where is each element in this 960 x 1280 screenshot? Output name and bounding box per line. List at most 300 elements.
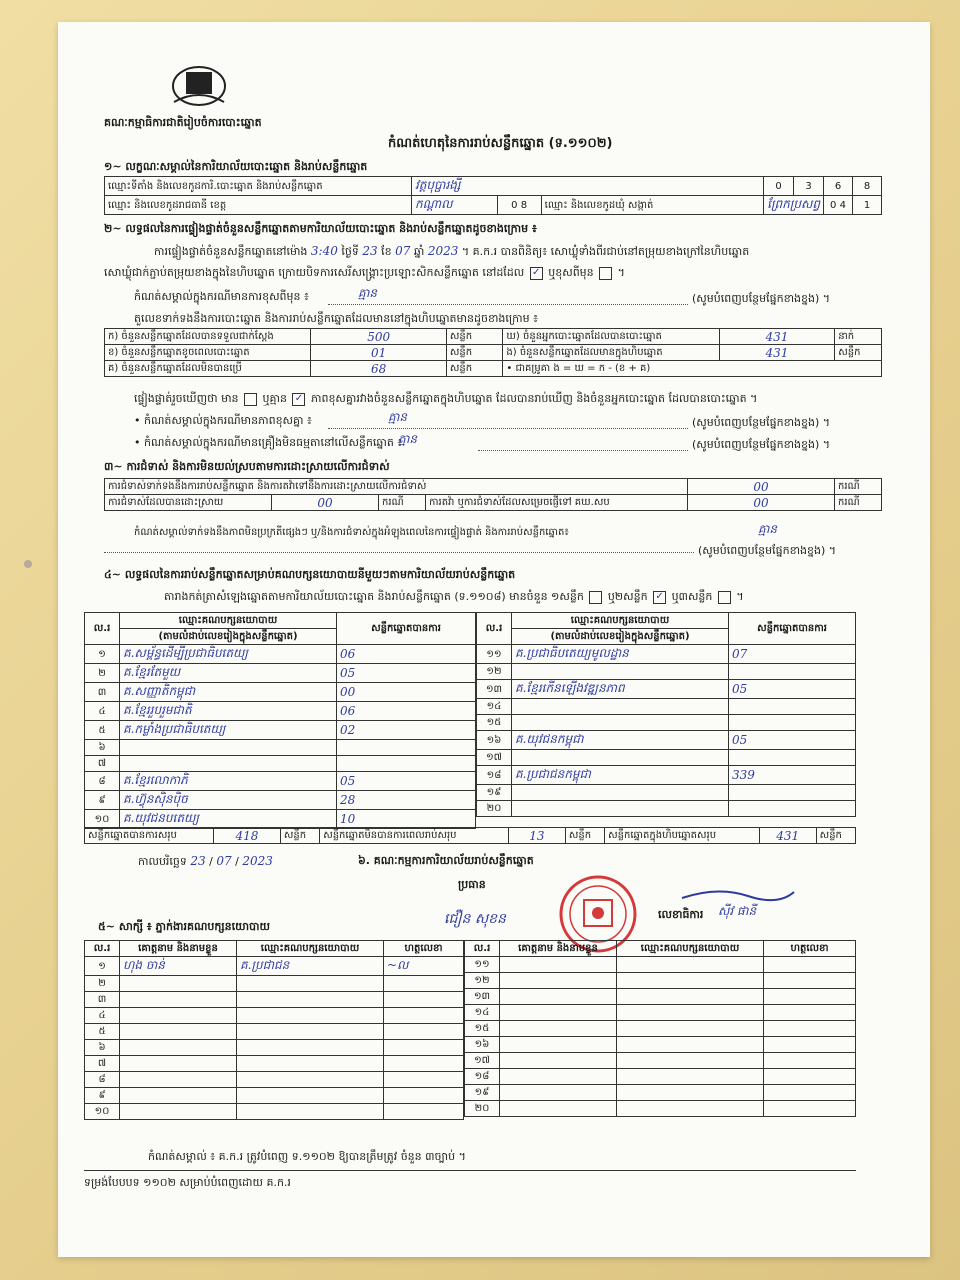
row-d-unit: នាក់ <box>835 329 882 345</box>
col-votes: សន្លឹកឆ្នោតបានការ <box>337 613 476 645</box>
or-other-label: ឬខុសពីមុន <box>548 266 594 279</box>
table-cell-no: ៨ <box>85 1072 120 1088</box>
table-cell-party <box>237 1104 384 1120</box>
form-paper <box>58 22 930 1257</box>
table-cell-empty <box>764 1005 856 1021</box>
code-digit: 0 <box>511 199 518 211</box>
table-cell-party <box>512 801 729 817</box>
table-cell-no: ១៨ <box>465 1069 500 1085</box>
table-cell-votes <box>337 756 476 772</box>
table-cell-no: ១៥ <box>465 1021 500 1037</box>
table-row <box>465 1101 856 1117</box>
table-cell-party <box>120 756 337 772</box>
col-name: គោត្តនាម និងនាមខ្លួន <box>500 941 617 957</box>
table-cell-empty <box>617 1069 764 1085</box>
checkbox-has[interactable] <box>244 393 257 406</box>
table-row <box>85 1088 464 1104</box>
check-line <box>134 392 757 406</box>
table-cell-no: ១ <box>85 645 120 664</box>
verify-line-2: សោឃ្លុំជាក់ភ្ជាប់តម្រុយខាងក្នុងនៃហិបឆ្នោត ក្រោយបិទការសេរីសង្គ្រោះប្រឡោះសិកសន្លឹកឆ្នោត នៅដដែល ✓ ឬខុសពីមុន ។ <box>104 266 625 279</box>
table-cell-empty <box>617 1101 764 1117</box>
date-year: 2023 <box>242 854 273 868</box>
table-cell-party <box>120 740 337 756</box>
table-row <box>85 791 476 810</box>
table-row <box>85 683 476 702</box>
table-cell-party: គ.យុវជនកម្ពុជា <box>512 731 729 750</box>
total-unit: សន្លឹក <box>816 828 855 844</box>
footer-divider <box>84 1170 856 1171</box>
note2-label: • កំណត់សម្គាល់ក្នុងករណីមានភាពខុសគ្នា ៖ <box>134 414 312 427</box>
table-cell-empty <box>764 973 856 989</box>
checkbox-same[interactable]: ✓ <box>530 267 543 280</box>
table-cell-sign <box>384 992 464 1008</box>
table-cell-empty <box>764 1085 856 1101</box>
table-cell-party <box>237 1024 384 1040</box>
table-cell-party: គ.ប្រជាធិបតេយ្យមូលដ្ឋាន <box>512 645 729 664</box>
row-e-unit: សន្លឹក <box>835 345 882 361</box>
table-row <box>85 721 476 740</box>
table-cell-name <box>120 976 237 992</box>
table-cell-empty <box>617 1021 764 1037</box>
table-cell-no: ១០ <box>85 1104 120 1120</box>
table-cell-empty <box>764 1053 856 1069</box>
intro-text: តារាងកត់ត្រាសំឡេងឆ្នោតតាមការិយាល័យបោះឆ្នោត និងរាប់សន្លឹកឆ្នោត (ទ.១១០៨) មានចំនួន ១សន្លឹក <box>164 590 584 603</box>
code-digit: 8 <box>520 199 528 211</box>
table-cell-votes: 06 <box>337 702 476 721</box>
table-row <box>85 1056 464 1072</box>
chair-label: ប្រធាន <box>458 878 486 891</box>
table-cell-sign <box>384 1024 464 1040</box>
wall-mark <box>24 560 32 568</box>
fill-note: (សូមបំពេញបន្ថែមផ្នែកខាងខ្នង) ។ <box>692 292 831 305</box>
verify-year: 2023 <box>427 244 459 258</box>
section3-note-label: កំណត់សម្គាល់ទាក់ទងនឹងភាពមិនប្រក្រតីផ្សេងៗ ឬ/និងការជំទាស់ក្នុងអំឡុងពេលនៃការផ្ទៀងផ្ទាត់ និងការរាប់សន្លឹកឆ្នោត៖ <box>134 527 569 538</box>
year-label: ឆ្នាំ <box>413 245 425 258</box>
intro-rows: តួលេខទាក់ទងនឹងការបោះឆ្នោត និងការរាប់សន្លឹកឆ្នោតដែលមាននៅក្នុងហិបឆ្នោតមានដូចខាងក្រោម ៖ <box>134 312 538 325</box>
table-cell-no: ១៤ <box>477 699 512 715</box>
row-c-unit: សន្លឹក <box>446 361 503 377</box>
table-cell-party <box>237 1088 384 1104</box>
table-cell-sign <box>384 1072 464 1088</box>
check-rest: ភាពខុសគ្នារវាងចំនួនសន្លឹកឆ្នោតក្នុងហិបឆ្នោត ដែលបានរាប់ឃើញ និងចំនួនអ្នកបោះឆ្នោត ដែលបានបោះឆ្នោត ។ <box>310 392 758 405</box>
checkbox-other[interactable] <box>599 267 612 280</box>
table-cell-empty <box>617 1085 764 1101</box>
table-cell-party <box>237 1056 384 1072</box>
code-digit: 1 <box>863 199 871 211</box>
counts-table <box>104 328 882 377</box>
table-cell-empty <box>500 1069 617 1085</box>
table-cell-party <box>237 976 384 992</box>
table-cell-votes <box>337 740 476 756</box>
note-label: កំណត់សម្គាល់ក្នុងករណីមានការខុសពីមុន ៖ <box>134 290 309 303</box>
table-row <box>477 801 856 817</box>
table-cell-votes: 02 <box>337 721 476 740</box>
table-cell-no: ៨ <box>85 772 120 791</box>
code-digit: 4 <box>839 199 846 211</box>
table-row <box>85 645 476 664</box>
checkbox-3sheet[interactable] <box>718 591 731 604</box>
table-cell-party <box>512 715 729 731</box>
table-cell-no: ៤ <box>85 702 120 721</box>
objection-row2-unit: ករណី <box>379 495 426 511</box>
table-cell-empty <box>764 1101 856 1117</box>
objection-row2-value: 00 <box>272 495 379 511</box>
code-digit: 0 <box>775 180 782 192</box>
footer-note: កំណត់សម្គាល់ ៖ គ.ក.រ ត្រូវបំពេញ ទ.១១០២ ឱ្យបានត្រឹមត្រូវ ចំនួន ៣ច្បាប់ ។ <box>148 1150 466 1163</box>
table-cell-no: ១១ <box>477 645 512 664</box>
table-row <box>477 664 856 680</box>
table-cell-votes: 05 <box>729 680 856 699</box>
date-label: កាលបរិច្ឆេទ <box>138 855 187 868</box>
table-row <box>85 756 476 772</box>
table-row <box>465 1053 856 1069</box>
table-cell-party <box>512 750 729 766</box>
total-unit: សន្លឹក <box>565 828 604 844</box>
checkbox-2sheet[interactable]: ✓ <box>653 591 666 604</box>
opt2-label: ឬ២សន្លឹក <box>607 590 648 603</box>
table-cell-no: ៤ <box>85 1008 120 1024</box>
row-a-unit: សន្លឹក <box>446 329 503 345</box>
table-cell-empty <box>500 1085 617 1101</box>
section1-table <box>104 176 882 215</box>
objection-row2-unit-b: ករណី <box>835 495 882 511</box>
row-a-value: 500 <box>311 329 446 345</box>
table-cell-votes <box>729 785 856 801</box>
note3-label: • កំណត់សម្គាល់ក្នុងករណីមានគ្រឿងមិនធម្មតានៅលើសន្លឹកឆ្នោត ៖ <box>134 436 403 449</box>
note3-line <box>478 450 688 451</box>
table-cell-votes: 339 <box>729 766 856 785</box>
table-cell-party: គ.សញ្ញាតិកម្ពុជា <box>120 683 337 702</box>
emblem-icon <box>168 58 230 108</box>
row-e-value: 431 <box>719 345 835 361</box>
section1-row2-value-b: ព្រែកប្រសព្វ <box>764 196 824 215</box>
table-cell-no: ១៨ <box>477 766 512 785</box>
checkbox-1sheet[interactable] <box>589 591 602 604</box>
total-box-label: សន្លឹកឆ្នោតក្នុងហិបឆ្នោតសរុប <box>605 828 760 844</box>
verify-text: ការផ្ទៀងផ្ទាត់ចំនួនសន្លឹកឆ្នោតនៅម៉ោង <box>154 245 308 258</box>
verify-day: 23 <box>362 244 378 258</box>
table-cell-votes <box>729 664 856 680</box>
table-cell-no: ១៤ <box>465 1005 500 1021</box>
table-cell-sign <box>384 1088 464 1104</box>
table-row <box>465 1069 856 1085</box>
table-cell-no: ១៦ <box>477 731 512 750</box>
table-cell-name <box>120 1056 237 1072</box>
table-cell-no: ៩ <box>85 1088 120 1104</box>
sign-committee: ៦. គណៈកម្មការការិយាល័យរាប់សន្លឹកឆ្នោត <box>358 854 534 867</box>
table-cell-empty <box>617 957 764 973</box>
col-sign: ហត្ថលេខា <box>384 941 464 957</box>
form-title: កំណត់ហេតុនៃការរាប់សន្លឹកឆ្នោត (ទ.១១០២) <box>388 136 613 151</box>
table-cell-sign <box>384 1056 464 1072</box>
table-cell-sign <box>384 1040 464 1056</box>
note2-line <box>328 428 688 429</box>
table-cell-votes <box>729 699 856 715</box>
table-cell-no: ៣ <box>85 992 120 1008</box>
table-cell-votes: 28 <box>337 791 476 810</box>
section3-note-value: គ្មាន <box>758 522 778 536</box>
table-cell-no: ១២ <box>477 664 512 680</box>
table-cell-empty <box>764 1021 856 1037</box>
table-cell-sign <box>384 1104 464 1120</box>
table-cell-party: គ.ហ៊្វុនស៊ិនប៉ិច <box>120 791 337 810</box>
section1-title: ១~ លក្ខណៈសម្គាល់នៃការិយាល័យបោះឆ្នោត និងរាប់សន្លឹកឆ្នោត <box>104 160 368 173</box>
row-b-value: 01 <box>311 345 446 361</box>
col-party: ឈ្មោះគណបក្សនយោបាយ <box>512 613 729 629</box>
table-row <box>85 1104 464 1120</box>
row-c-value: 68 <box>311 361 446 377</box>
table-cell-empty <box>764 1037 856 1053</box>
table-cell-votes: 06 <box>337 645 476 664</box>
total-invalid-label: សន្លឹកឆ្នោតមិនបានការពេលរាប់សរុប <box>320 828 509 844</box>
table-cell-no: ១៧ <box>477 750 512 766</box>
table-cell-party: គ.ខ្មែររួបរួមជាតិ <box>120 702 337 721</box>
table-cell-name <box>120 1040 237 1056</box>
table-row <box>465 989 856 1005</box>
table-cell-empty <box>500 1101 617 1117</box>
table-cell-votes <box>729 715 856 731</box>
table-row <box>85 1072 464 1088</box>
objection-row1-label: ការជំទាស់ទាក់ទងនឹងការរាប់សន្លឹកឆ្នោត និងការតវ៉ាទៅនឹងការដោះស្រាយលើការជំទាស់ <box>105 479 688 495</box>
section1-row2-label-b: ឈ្មោះ និងលេខកូដឃុំ សង្កាត់ <box>541 196 763 215</box>
section1-row2-value: កណ្តាល <box>412 196 498 215</box>
table-cell-party: គ.ខ្មែរកើនឡើងវឌ្ឍនភាព <box>512 680 729 699</box>
opt3-label: ឬ៣សន្លឹក <box>671 590 713 603</box>
col-no: ល.រ <box>465 941 500 957</box>
table-cell-votes: 05 <box>729 731 856 750</box>
note-value: គ្មាន <box>358 286 378 300</box>
witness-table-right <box>464 940 856 1117</box>
table-cell-name <box>120 992 237 1008</box>
section5-title: ៥~ សាក្សី ៖ ភ្នាក់ងារគណបក្សនយោបាយ <box>98 920 271 933</box>
verify-text-rest: ។ គ.ក.រ បានពិនិត្យ៖ សោឃ្លុំទាំងពីរជាប់នៅតម្រុយខាងក្រៅនៃហិបឆ្នោត <box>461 245 750 258</box>
col-party: ឈ្មោះគណបក្សនយោបាយ <box>617 941 764 957</box>
objection-row1-unit: ករណី <box>835 479 882 495</box>
row-c-label: គ) ចំនួនសន្លឹកឆ្នោតដែលមិនបានប្រើ <box>105 361 311 377</box>
table-row <box>85 772 476 791</box>
row-b-label: ខ) ចំនួនសន្លឹកឆ្នោតខូចពេលបោះឆ្នោត <box>105 345 311 361</box>
check-or: ឬគ្មាន <box>262 392 287 405</box>
table-cell-party <box>237 1040 384 1056</box>
totals-table <box>84 827 856 844</box>
table-cell-party <box>237 1072 384 1088</box>
total-valid: 418 <box>213 828 280 844</box>
table-cell-empty <box>617 989 764 1005</box>
table-cell-no: ១៩ <box>465 1085 500 1101</box>
table-cell-empty <box>617 1053 764 1069</box>
table-cell-name <box>120 1008 237 1024</box>
code-digit: 0 <box>830 199 837 211</box>
col-no: ល.រ <box>477 613 512 645</box>
col-party-sub: (តាមលំដាប់លេខរៀងក្នុងសន្លឹកឆ្នោត) <box>512 629 729 645</box>
table-row <box>85 810 476 829</box>
table-row <box>465 973 856 989</box>
table-cell-no: ២០ <box>465 1101 500 1117</box>
section3-note-line <box>104 552 694 553</box>
date-day: 23 <box>190 854 206 868</box>
table-cell-party: គ.ប្រជាជន <box>237 957 384 976</box>
table-cell-votes <box>729 801 856 817</box>
table-cell-empty <box>617 973 764 989</box>
section4-intro: តារាងកត់ត្រាសំឡេងឆ្នោតតាមការិយាល័យបោះឆ្នោត និងរាប់សន្លឹកឆ្នោត (ទ.១១០៨) មានចំនួន ១សន្លឹក ឬ២សន្លឹក ✓ ឬ៣សន្លឹក ។ <box>164 590 744 603</box>
table-row <box>477 645 856 664</box>
committee-name: គណៈកម្មាធិការជាតិរៀបចំការបោះឆ្នោត <box>104 116 262 129</box>
table-row <box>85 1040 464 1056</box>
votes-table-left <box>84 612 476 829</box>
section2-title: ២~ លទ្ធផលនៃការផ្ទៀងផ្ទាត់ចំនួនសន្លឹកឆ្នោតតាមការិយាល័យបោះឆ្នោត និងរាប់សន្លឹកឆ្នោតដូចខាងក្រោម ៖ <box>104 222 537 235</box>
row-b-unit: សន្លឹក <box>446 345 503 361</box>
col-party: ឈ្មោះគណបក្សនយោបាយ <box>237 941 384 957</box>
table-cell-empty <box>500 1005 617 1021</box>
code-digit: 3 <box>805 180 812 192</box>
note-line <box>328 304 688 305</box>
total-unit: សន្លឹក <box>280 828 319 844</box>
table-row <box>465 1021 856 1037</box>
table-cell-party: គ.ខ្មែរលោកាភិ <box>120 772 337 791</box>
objections-table <box>104 478 882 511</box>
table-cell-empty <box>764 989 856 1005</box>
table-row <box>85 702 476 721</box>
table-row <box>477 785 856 801</box>
table-row <box>85 992 464 1008</box>
table-row <box>477 731 856 750</box>
table-cell-name <box>120 1104 237 1120</box>
table-cell-empty <box>764 1069 856 1085</box>
table-cell-sign: ~ល <box>384 957 464 976</box>
section1-row1-label: ឈ្មោះទីតាំង និងលេខកូដការិ.បោះឆ្នោត និងរាប់សន្លឹកឆ្នោត <box>105 177 412 196</box>
table-cell-party <box>237 1008 384 1024</box>
table-row <box>465 957 856 973</box>
total-invalid: 13 <box>508 828 565 844</box>
objection-row1-value: 00 <box>688 479 835 495</box>
fill-note-4: (សូមបំពេញបន្ថែមផ្នែកខាងខ្នង) ។ <box>698 544 837 557</box>
row-a-label: ក) ចំនួនសន្លឹកឆ្នោតដែលបានទទួលជាក់ស្តែង <box>105 329 311 345</box>
checkbox-none[interactable]: ✓ <box>292 393 305 406</box>
check-text: ផ្ទៀងផ្ទាត់រួចឃើញថា មាន <box>134 392 239 405</box>
table-cell-party <box>237 992 384 1008</box>
table-row <box>477 680 856 699</box>
table-row <box>465 1005 856 1021</box>
footer-form-ref: ទម្រង់បែបបទ ១១០២ សម្រាប់បំពេញដោយ គ.ក.រ <box>84 1176 291 1189</box>
table-row <box>85 740 476 756</box>
table-cell-votes <box>729 750 856 766</box>
verify-time: 3:40 <box>310 244 338 258</box>
table-cell-name <box>120 1088 237 1104</box>
table-cell-no: ១៣ <box>477 680 512 699</box>
table-cell-party: គ.សម្ព័ន្ធដើម្បីប្រជាធិបតេយ្យ <box>120 645 337 664</box>
col-votes: សន្លឹកឆ្នោតបានការ <box>729 613 856 645</box>
table-row <box>465 1085 856 1101</box>
table-row <box>477 715 856 731</box>
table-cell-sign <box>384 976 464 992</box>
table-cell-no: ៦ <box>85 740 120 756</box>
table-cell-no: ១០ <box>85 810 120 829</box>
col-no: ល.រ <box>85 941 120 957</box>
table-row <box>85 1008 464 1024</box>
section3-title: ៣~ ការជំទាស់ និងការមិនយល់ស្របតាមការដោះស្រាយលើការជំទាស់ <box>104 460 390 473</box>
table-cell-empty <box>500 1053 617 1069</box>
formula-label: • ជាគម្រូគា ង = ឃ = ក - (ខ + គ) <box>503 361 882 377</box>
table-cell-empty <box>617 1005 764 1021</box>
table-cell-empty <box>500 957 617 973</box>
table-row <box>85 664 476 683</box>
month-label: ខែ <box>381 245 392 258</box>
table-cell-empty <box>764 957 856 973</box>
verify-month: 07 <box>395 244 411 258</box>
table-cell-empty <box>500 1037 617 1053</box>
table-cell-party: គ.យុវជនបតេយ្យ <box>120 810 337 829</box>
col-sign: ហត្ថលេខា <box>764 941 856 957</box>
table-row <box>477 699 856 715</box>
table-cell-no: ៥ <box>85 721 120 740</box>
table-cell-votes: 10 <box>337 810 476 829</box>
table-row <box>85 1024 464 1040</box>
chair-signature: ជឿន សុខន <box>444 911 506 927</box>
table-cell-party: គ.ខ្មែរតែមួយ <box>120 664 337 683</box>
witness-table-left <box>84 940 464 1120</box>
table-cell-no: ២ <box>85 976 120 992</box>
table-cell-party <box>512 664 729 680</box>
date-line: កាលបរិច្ឆេទ 23 / 07 / 2023 <box>138 854 273 868</box>
table-row <box>465 1037 856 1053</box>
row-d-value: 431 <box>719 329 835 345</box>
table-cell-empty <box>500 973 617 989</box>
col-name: គោត្តនាម និងនាមខ្លួន <box>120 941 237 957</box>
col-party: ឈ្មោះគណបក្សនយោបាយ <box>120 613 337 629</box>
table-cell-party: គ.ប្រជាជនកម្ពុជា <box>512 766 729 785</box>
table-cell-name <box>120 1072 237 1088</box>
section1-row2-label: ឈ្មោះ និងលេខកូដរាជធានី ខេត្ត <box>105 196 412 215</box>
table-cell-votes: 00 <box>337 683 476 702</box>
table-cell-no: ១២ <box>465 973 500 989</box>
table-row <box>477 750 856 766</box>
table-row <box>477 766 856 785</box>
table-cell-party <box>512 699 729 715</box>
note3-value: គ្មាន <box>398 432 418 446</box>
secretary-name: ស៊ីវ ផានី <box>718 904 757 918</box>
note2-value: គ្មាន <box>388 410 408 424</box>
table-cell-party: គ.កម្លាំងប្រជាធិបតេយ្យ <box>120 721 337 740</box>
table-cell-no: ៣ <box>85 683 120 702</box>
col-no: ល.រ <box>85 613 120 645</box>
table-cell-no: ១១ <box>465 957 500 973</box>
table-cell-votes: 05 <box>337 772 476 791</box>
table-cell-name <box>120 1024 237 1040</box>
table-cell-no: ៧ <box>85 756 120 772</box>
row-e-label: ង) ចំនួនសន្លឹកឆ្នោតដែលមានក្នុងហិបឆ្នោត <box>503 345 719 361</box>
row-d-label: ឃ) ចំនួនអ្នកបោះឆ្នោតដែលបានបោះឆ្នោត <box>503 329 719 345</box>
section1-row1-value: វត្តបុប្ផារង្សី <box>412 177 764 196</box>
table-cell-no: ២ <box>85 664 120 683</box>
col-party-sub: (តាមលំដាប់លេខរៀងក្នុងសន្លឹកឆ្នោត) <box>120 629 337 645</box>
table-cell-no: ១៩ <box>477 785 512 801</box>
table-cell-no: ៩ <box>85 791 120 810</box>
table-cell-party <box>512 785 729 801</box>
section4-title: ៤~ លទ្ធផលនៃការរាប់សន្លឹកឆ្នោតសម្រាប់គណបក្សនយោបាយនីមួយៗតាមការិយាល័យរាប់សន្លឹកឆ្នោត <box>104 568 516 581</box>
objection-row2-label: ការជំទាស់ដែលបានដោះស្រាយ <box>105 495 272 511</box>
table-cell-no: ១៥ <box>477 715 512 731</box>
day-label: ថ្ងៃទី <box>341 245 359 258</box>
table-cell-votes: 07 <box>729 645 856 664</box>
fill-note-3: (សូមបំពេញបន្ថែមផ្នែកខាងខ្នង) ។ <box>692 438 831 451</box>
date-month: 07 <box>216 854 232 868</box>
votes-table-right <box>476 612 856 817</box>
secretary-label: លេខាធិការ <box>658 908 704 921</box>
table-cell-no: ១៣ <box>465 989 500 1005</box>
table-cell-no: ១៦ <box>465 1037 500 1053</box>
table-cell-name: ហុង ចាន់ <box>120 957 237 976</box>
fill-note-2: (សូមបំពេញបន្ថែមផ្នែកខាងខ្នង) ។ <box>692 416 831 429</box>
